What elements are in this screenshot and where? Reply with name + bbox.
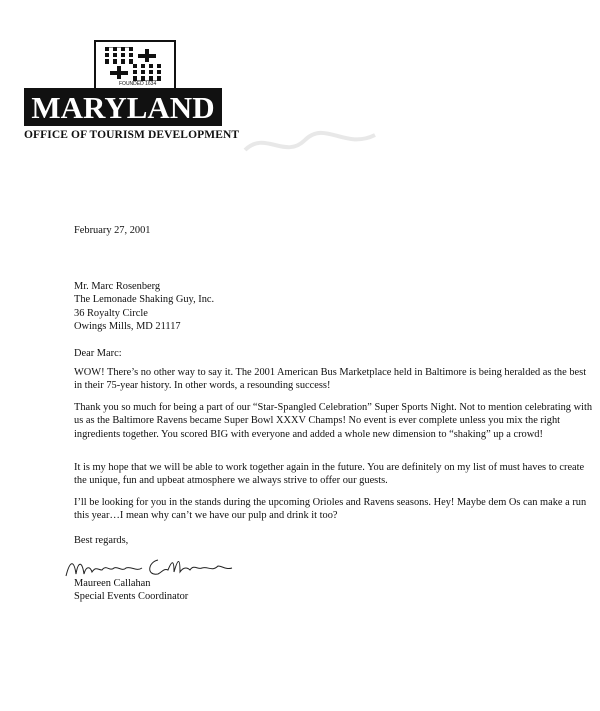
paragraph: Thank you so much for being a part of our “Star-Spangled Celebration” Super Sports Night. Not to mention celebrating with us as the Baltimore Ravens became Super Bowl XXXV Champs! No event is ever complete unless you mix the right ingredients together. You scored BIG with everyone and added a whole new dimension to “shaking” up a crowd! bbox=[74, 402, 593, 440]
paragraph: I’ll be looking for you in the stands during the upcoming Orioles and Ravens seasons. Hey! Maybe dem Os can make a run this year…I mean why can’t we have our pulp and drink it too? bbox=[74, 497, 587, 522]
signer-title: Special Events Coordinator bbox=[74, 591, 189, 603]
letter-date: February 27, 2001 bbox=[74, 225, 151, 236]
signer-block bbox=[74, 577, 188, 604]
paragraph: It is my hope that we will be able to work together again in the future. You are definitely on my list of must haves to create the unique, fun and upbeat atmosphere we always strive to offer our guests. bbox=[74, 462, 585, 487]
office-name: OFFICE OF TOURISM DEVELOPMENT bbox=[24, 129, 240, 141]
recipient-line: Owings Mills, MD 21117 bbox=[74, 320, 181, 332]
signer-name: Maureen Callahan bbox=[74, 578, 151, 589]
recipient-line: Mr. Marc Rosenberg bbox=[74, 281, 161, 292]
salutation: Dear Marc: bbox=[74, 348, 122, 359]
faint-stamp-mark bbox=[235, 120, 385, 170]
recipient-line: 36 Royalty Circle bbox=[74, 307, 148, 319]
recipient-address bbox=[74, 280, 214, 333]
closing: Best regards, bbox=[74, 535, 129, 546]
paragraph: WOW! There’s no other way to say it. The 2001 American Bus Marketplace held in Baltimore is being heralded as the best in their 75-year history. In other words, a resounding success! bbox=[74, 367, 587, 392]
recipient-line: The Lemonade Shaking Guy, Inc. bbox=[74, 294, 215, 306]
flag-icon bbox=[105, 47, 161, 81]
founded-caption: FOUNDED 1634 bbox=[119, 81, 157, 87]
brand-wordmark: MARYLAND bbox=[24, 88, 222, 126]
